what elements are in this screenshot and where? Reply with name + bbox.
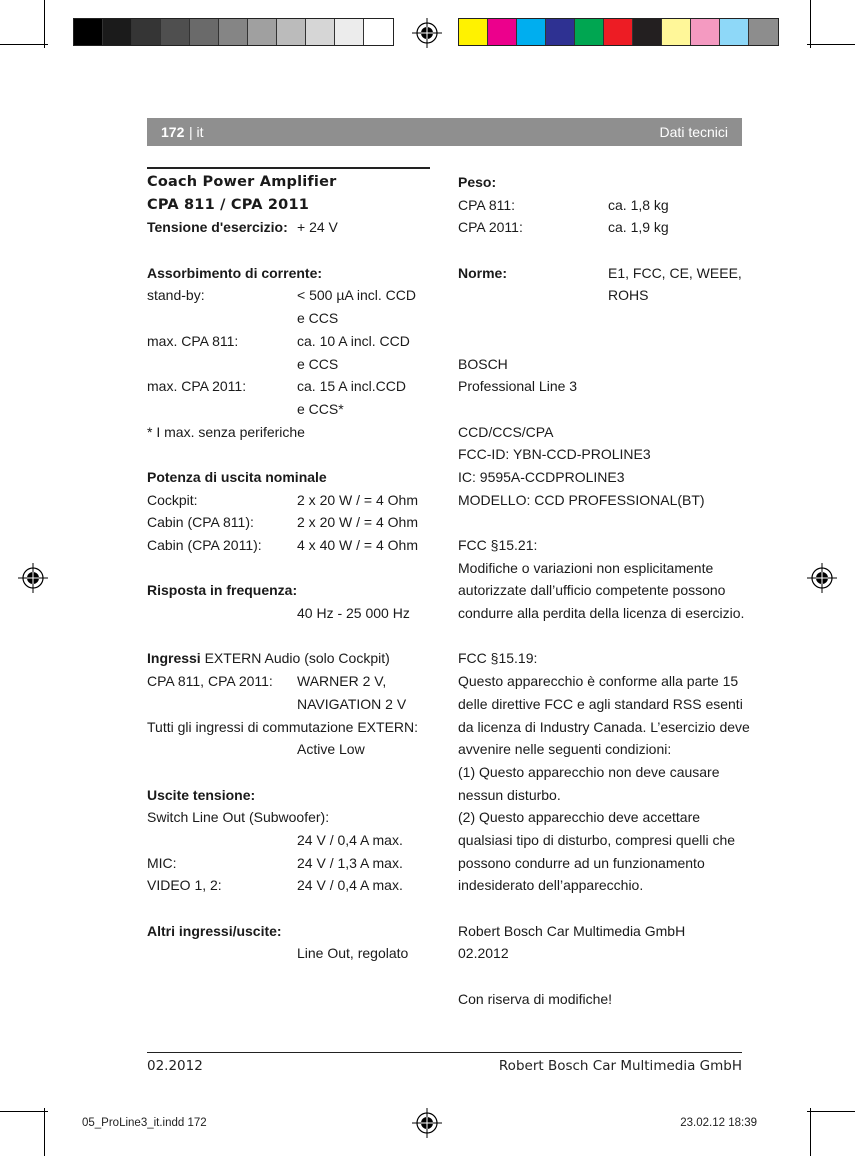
color-swatch	[517, 19, 546, 45]
color-swatch	[575, 19, 604, 45]
cabin811-value: 2 x 20 W / = 4 Ohm	[297, 514, 418, 531]
professional-line: Professional Line 3	[458, 378, 578, 395]
peso-heading: Peso:	[458, 174, 497, 190]
fcc-1521-text-2: autorizzate dall’ufficio competente possono	[458, 582, 726, 599]
crop-mark-top-left-v	[44, 0, 45, 48]
ccd-line: CCD/CCS/CPA	[458, 423, 554, 440]
cpa811-weight-label: CPA 811:	[458, 196, 516, 213]
color-swatch	[277, 19, 306, 45]
standby-row-cont	[147, 307, 430, 330]
cpa-both-row	[147, 670, 430, 693]
registration-mark-left-icon	[18, 563, 48, 593]
crop-mark-top-right-h	[807, 44, 855, 45]
norme-value-cont: ROHS	[608, 287, 649, 304]
max2011-row-cont	[147, 398, 430, 421]
cockpit-value: 2 x 20 W / = 4 Ohm	[297, 491, 418, 508]
blank-line	[458, 625, 748, 648]
cabin2011-label: Cabin (CPA 2011):	[147, 537, 262, 553]
max811-value-cont: e CCS	[297, 355, 339, 372]
color-swatch	[662, 19, 691, 45]
fcc-1519-text-8: qualsiasi tipo di disturbo, compresi quelli che	[458, 831, 736, 848]
blank-line	[458, 398, 748, 421]
color-swatch	[74, 19, 103, 45]
fcc-1521-text-3: condurre alla perdita della licenza di esercizio.	[458, 605, 745, 622]
active-low-row	[147, 738, 430, 761]
blank-line	[147, 625, 430, 648]
fcc-1519-text-5: (1) Questo apparecchio non deve causare	[458, 763, 720, 780]
risposta-heading: Risposta in frequenza:	[147, 582, 298, 599]
fcc-1519-text-2: delle direttive FCC e agli standard RSS esenti	[458, 695, 743, 712]
blank-line	[147, 557, 430, 580]
max2011-value-cont: e CCS*	[297, 400, 344, 417]
max811-row	[147, 330, 430, 353]
process-color-bar	[458, 18, 779, 46]
color-swatch	[103, 19, 132, 45]
cpa-both-value-cont: NAVIGATION 2 V	[297, 695, 407, 712]
mic-value: 24 V / 1,3 A max.	[297, 854, 403, 871]
crop-mark-bottom-left-v	[44, 1108, 45, 1156]
date-line: 02.2012	[458, 945, 509, 962]
cabin811-row	[147, 511, 430, 534]
cpa2011-weight-label: CPA 2011:	[458, 219, 523, 236]
potenza-heading: Potenza di uscita nominale	[147, 468, 327, 485]
cpa-both-row-cont	[147, 693, 430, 716]
cpa2011-weight-value: ca. 1,9 kg	[608, 219, 669, 236]
cpa-both-label: CPA 811, CPA 2011:	[147, 673, 273, 690]
norme-value: E1, FCC, CE, WEEE,	[608, 264, 742, 281]
color-swatch	[364, 19, 393, 45]
assorbimento-heading: Assorbimento di corrente:	[147, 264, 323, 281]
company-line: Robert Bosch Car Multimedia GmbH	[458, 922, 686, 939]
color-swatch	[459, 19, 488, 45]
fcc-1519-text-6: nessun disturbo.	[458, 786, 561, 803]
modello-line: MODELLO: CCD PROFESSIONAL(BT)	[458, 491, 705, 508]
registration-mark-bottom-icon	[412, 1108, 442, 1138]
max811-label: max. CPA 811:	[147, 332, 239, 349]
cabin811-label: Cabin (CPA 811):	[147, 514, 254, 531]
blank-line	[458, 511, 748, 534]
max811-value: ca. 10 A incl. CCD	[297, 332, 410, 349]
max2011-value: ca. 15 A incl.CCD	[297, 378, 406, 395]
color-swatch	[604, 19, 633, 45]
standby-value: < 500 µA incl. CCD	[297, 287, 416, 304]
cockpit-row	[147, 489, 430, 512]
tensione-label: Tensione d'esercizio:	[147, 219, 288, 236]
footer-company: Robert Bosch Car Multimedia GmbH	[498, 1058, 742, 1074]
footer-date: 02.2012	[147, 1058, 203, 1074]
standby-value-cont: e CCS	[297, 310, 339, 327]
left-column	[147, 171, 430, 965]
language-code: | it	[189, 124, 204, 140]
video-label: VIDEO 1, 2:	[147, 877, 222, 894]
color-swatch	[248, 19, 277, 45]
color-swatch	[335, 19, 364, 45]
cockpit-label: Cockpit:	[147, 491, 198, 508]
altri-heading: Altri ingressi/uscite:	[147, 922, 282, 939]
norme-label: Norme:	[458, 264, 508, 281]
slug-filename: 05_ProLine3_it.indd 172	[82, 1117, 207, 1129]
left-column-rule	[147, 167, 430, 169]
color-swatch	[691, 19, 720, 45]
standby-label: stand-by:	[147, 287, 205, 304]
riserva-line: Con riserva di modifiche!	[458, 990, 613, 1007]
right-column	[458, 171, 748, 1010]
fcc-1519-text-10: indesiderato dell’apparecchio.	[458, 877, 644, 894]
color-swatch	[546, 19, 575, 45]
color-swatch	[132, 19, 161, 45]
product-title-line2: CPA 811 / CPA 2011	[147, 196, 310, 213]
product-title-line1: Coach Power Amplifier	[147, 174, 337, 190]
norme-row-cont	[458, 284, 748, 307]
fcc-1519-text-4: avvenire nelle seguenti condizioni:	[458, 741, 672, 758]
cpa811-weight-value: ca. 1,8 kg	[608, 196, 669, 213]
tutti-row: Tutti gli ingressi di commutazione EXTERN:	[147, 718, 419, 735]
crop-mark-bottom-right-h	[807, 1111, 855, 1112]
altri-row	[147, 942, 430, 965]
fcc-1521-heading: FCC §15.21:	[458, 537, 538, 553]
active-low-value: Active Low	[297, 741, 365, 758]
cpa811-weight-row	[458, 194, 748, 217]
video-value: 24 V / 0,4 A max.	[297, 877, 403, 894]
fcc-1519-text-9: possono condurre ad un funzionamento	[458, 854, 705, 871]
ingressi-text: EXTERN Audio (solo Cockpit)	[200, 650, 390, 667]
fcc-1519-text-1: Questo apparecchio è conforme alla parte 15	[458, 673, 739, 690]
max811-row-cont	[147, 353, 430, 376]
ic-line: IC: 9595A-CCDPROLINE3	[458, 468, 625, 485]
blank-line	[458, 307, 748, 330]
mic-row	[147, 852, 430, 875]
blank-line	[147, 761, 430, 784]
blank-line	[147, 443, 430, 466]
blank-line	[458, 965, 748, 988]
altri-value: Line Out, regolato	[297, 945, 409, 962]
fcc-1519-text-3: da licenza di Industry Canada. L’esercizio deve	[458, 718, 750, 735]
uscite-heading: Uscite tensione:	[147, 786, 256, 803]
blank-line	[458, 239, 748, 262]
color-swatch	[488, 19, 517, 45]
cabin2011-row	[147, 534, 430, 557]
color-swatch	[749, 19, 778, 45]
mic-label: MIC:	[147, 854, 177, 871]
crop-mark-bottom-left-h	[0, 1111, 48, 1112]
fcc-id-line: FCC-ID: YBN-CCD-PROLINE3	[458, 446, 651, 463]
video-row	[147, 874, 430, 897]
page-number: 172	[161, 124, 185, 140]
footer-rule	[147, 1052, 742, 1053]
ingressi-label: Ingressi	[147, 650, 201, 667]
risposta-row	[147, 602, 430, 625]
fcc-1519-text-7: (2) Questo apparecchio deve accettare	[458, 809, 701, 826]
registration-mark-right-icon	[807, 563, 837, 593]
color-swatch	[633, 19, 662, 45]
footnote: * I max. senza periferiche	[147, 423, 305, 440]
crop-mark-top-left-h	[0, 44, 48, 45]
cpa-both-value: WARNER 2 V,	[297, 673, 387, 690]
color-swatch	[161, 19, 190, 45]
color-swatch	[720, 19, 749, 45]
page-header-band	[147, 118, 742, 146]
switch-value: 24 V / 0,4 A max.	[297, 831, 403, 848]
norme-row	[458, 262, 748, 285]
switch-value-row	[147, 829, 430, 852]
slug-timestamp: 23.02.12 18:39	[680, 1117, 757, 1129]
tensione-value: + 24 V	[297, 219, 338, 236]
fcc-1519-heading: FCC §15.19:	[458, 650, 538, 667]
fcc-1521-text-1: Modifiche o variazioni non esplicitamente	[458, 559, 714, 576]
max2011-label: max. CPA 2011:	[147, 378, 247, 395]
blank-line	[147, 239, 430, 262]
tensione-row	[147, 216, 430, 239]
ingressi-row	[147, 647, 430, 670]
blank-line	[458, 897, 748, 920]
max2011-row	[147, 375, 430, 398]
color-swatch	[219, 19, 248, 45]
bosch-line: BOSCH	[458, 355, 508, 372]
section-title: Dati tecnici	[659, 124, 728, 140]
crop-mark-bottom-right-v	[810, 1108, 811, 1156]
standby-row	[147, 284, 430, 307]
blank-line	[458, 330, 748, 353]
switch-line-row: Switch Line Out (Subwoofer):	[147, 809, 330, 826]
risposta-value: 40 Hz - 25 000 Hz	[297, 605, 410, 622]
cpa2011-weight-row	[458, 216, 748, 239]
color-swatch	[306, 19, 335, 45]
cabin2011-value: 4 x 40 W / = 4 Ohm	[297, 537, 418, 553]
registration-mark-top-icon	[412, 18, 442, 48]
blank-line	[147, 897, 430, 920]
color-swatch	[190, 19, 219, 45]
grayscale-color-bar	[73, 18, 394, 46]
crop-mark-top-right-v	[810, 0, 811, 48]
